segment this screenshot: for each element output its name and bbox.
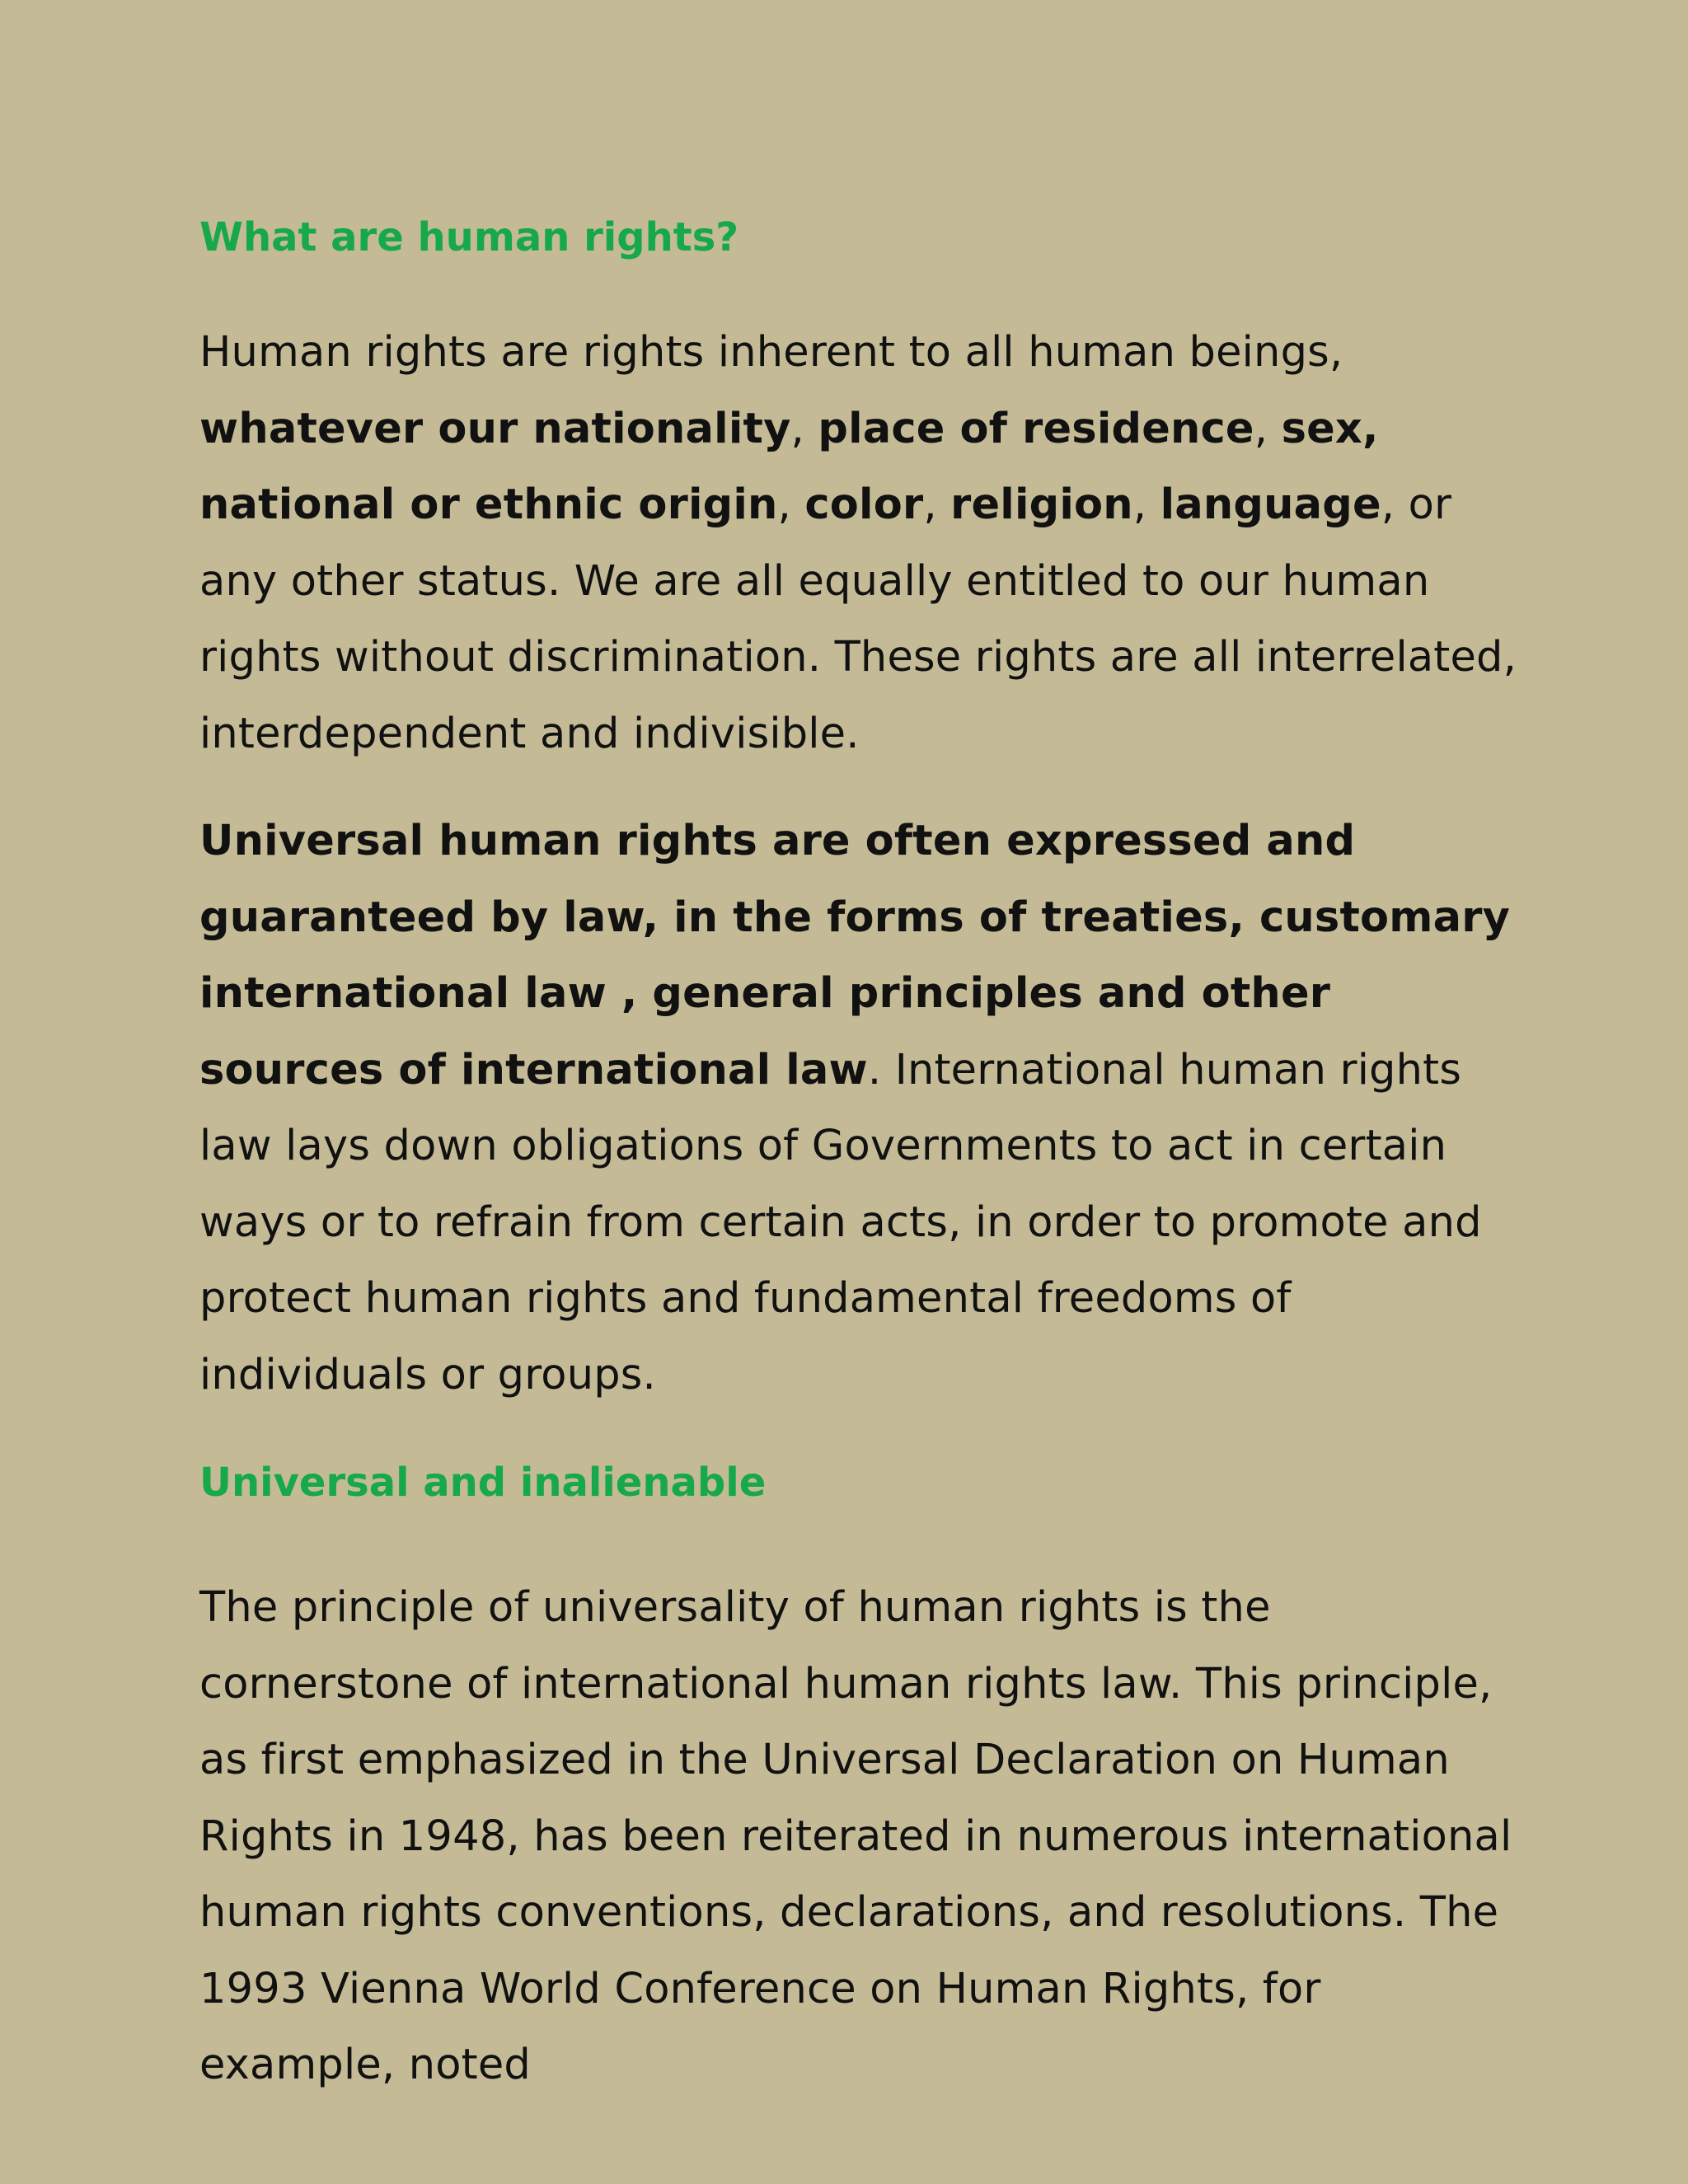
paragraph-definition xyxy=(199,315,1518,772)
bold-religion: religion xyxy=(950,480,1133,529)
document-page xyxy=(199,206,1518,2104)
paragraph-international-law xyxy=(199,804,1518,1413)
bold-universal-rights: Universal human rights are often expressed and guaranteed by law, in the forms of treaties, customary international law , general principles and other sources of international law xyxy=(199,817,1511,1094)
heading-what-are-human-rights: What are human rights? xyxy=(199,214,739,260)
heading-universal-inalienable: Universal and inalienable xyxy=(199,1460,767,1506)
text-span: , xyxy=(1132,480,1160,529)
bold-language: language xyxy=(1160,480,1381,529)
paragraph-universality: The principle of universality of human rights is the cornerstone of international human rights law. This principle, as first emphasized in the Universal Declaration on Human Rights in 1948, has been reiterated in numerous international human rights conventions, declarations, and resolutions. The 1993 Vienna World Conference on Human Rights, for example, noted xyxy=(199,1583,1512,2089)
bold-residence: place of residence xyxy=(818,404,1254,453)
text-span: , xyxy=(1254,404,1282,453)
text-span: , or any other status. We are all equally entitled to our human rights without discrimination. These rights are all interrelated, interdependent and indivisible. xyxy=(199,480,1517,758)
text-span: , xyxy=(777,480,805,529)
bold-color: color xyxy=(804,480,924,529)
text-span: Human rights are rights inherent to all human beings, xyxy=(199,328,1343,377)
bold-nationality: whatever our nationality xyxy=(199,404,791,453)
bold-sex-origin: sex, national or ethnic origin xyxy=(199,404,1379,529)
text-span: , xyxy=(790,404,818,453)
text-span: . International human rights law lays down obligations of Governments to act in certain ways or to refrain from certain acts, in order to promote and protect human rights and fundamental freedoms of individuals or groups. xyxy=(199,1045,1482,1399)
text-span: , xyxy=(923,480,951,529)
